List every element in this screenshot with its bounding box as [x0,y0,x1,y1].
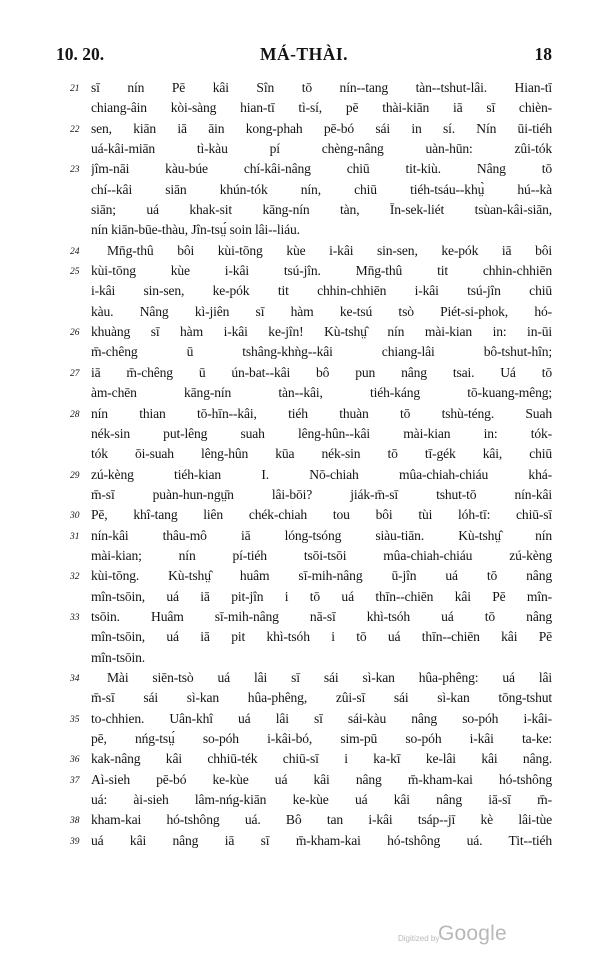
text-line [0,78,615,98]
text-line [0,424,615,444]
text-line [0,200,615,220]
line-text: mîn-tsōin, uá iā pit khì-tsóh i tō uá thīn--chiēn kâi Pē [91,629,552,645]
verse-number: 34 [70,673,80,684]
line-text: tók ōi-suah lêng-hûn kūa nék-sin tō tī-gék kâi, chiū [91,446,552,462]
text-line [0,607,615,627]
verse-number: 23 [70,165,80,176]
line-text: m̄-sī sái sì-kan hûa-phêng, zûi-sī sái sì-kan tōng-tshut [91,690,552,706]
text-line [0,404,615,424]
text-line [0,566,615,586]
text-line [0,790,615,810]
verse-number: 39 [70,836,80,847]
verse-number: 36 [70,755,80,766]
text-line [0,668,615,688]
line-text: tsōin. Huâm sī-mih-nâng nā-sī khì-tsóh uá tō nâng [91,608,552,624]
line-text: iā m̄-chêng ū ún-bat--kâi bô pun nâng tsai. Uá tō [91,364,552,380]
line-text: khuàng sī hàm i-kâi ke-jîn! Kù-tshṳ̂ nín mài-kian in: in-ūi [91,324,552,340]
line-text: i-kâi sin-sen, ke-pók tit chhin-chhiēn i-kâi tsú-jîn chiū [91,283,552,299]
verse-number: 29 [70,470,80,481]
line-text: Aì-sieh pē-bó ke-kùe uá kâi nâng m̄-kham-kai hó-tshông [91,771,552,787]
text-line [0,302,615,322]
text-line [0,505,615,525]
line-text: uá: ài-sieh lâm-nńg-kiān ke-kùe uá kâi nâng iā-sī m̄- [91,792,552,808]
verse-number: 35 [70,714,80,725]
line-text: sī nín Pē kâi Sîn tō nín--tang tàn--tshut-lâi. Hian-tī [91,80,552,95]
line-text: kùi-tōng kùe i-kâi tsú-jîn. Mn̄g-thû tit chhin-chhiēn [91,263,552,279]
text-line [0,485,615,505]
text-line [0,587,615,607]
text-line [0,465,615,485]
line-text: kùi-tōng. Kù-tshṳ̂ huâm sī-mih-nâng ū-jîn uá tō nâng [91,568,552,584]
verse-number: 22 [70,124,80,135]
text-line [0,688,615,708]
line-text: chiang-âin kòi-sàng hian-tī tì-sí, pē thài-kiān iā sī chièn- [91,100,552,116]
text-line [0,281,615,301]
verse-number: 28 [70,409,80,420]
verse-number: 33 [70,612,80,623]
digitized-by-google-watermark [398,922,558,952]
text-line [0,810,615,830]
line-text: zú-kèng tiéh-kian I. Nō-chiah mûa-chiah-chiáu khá- [91,466,552,482]
text-line [0,220,615,240]
verse-number: 37 [70,775,80,786]
line-text: to-chhien. Uân-khî uá lâi sī sái-kàu nâng so-póh i-kâi- [91,710,552,726]
line-text: kàu. Nâng kì-jiên sī hàm ke-tsú tsò Piét-si-phok, hó- [91,303,552,319]
body-text [0,78,615,851]
text-line [0,770,615,790]
text-line [0,261,615,281]
line-text: m̄-chêng ū tshâng-khǹg--kâi chiang-lâi bô-tshut-hîn; [91,344,552,360]
verse-number: 25 [70,267,80,278]
line-text: siān; uá khak-sit kāng-nín tàn, Īn-sek-liét tsùan-kâi-siān, [91,202,552,218]
line-text: pē, nńg-tsṳ́ so-póh i-kâi-bó, sim-pū so-póh i-kâi ta-ke: [91,731,552,746]
line-text: chí--kâi siān khún-tók nín, chiū tiéh-tsáu--khṳ̀ hú--kà [91,181,552,197]
line-text: Pē, khî-tang liên chék-chiah tou bôi tùi lóh-tī: chiū-sī [91,507,552,523]
text-line [0,627,615,647]
page-header [56,44,552,70]
text-line [0,241,615,261]
text-line [0,159,615,179]
line-text: sen, kiān iā āin kong-phah pē-bó sái in sí. Nín ūi-tiéh [91,120,552,136]
text-line [0,342,615,362]
line-text: mài-kian; nín pí-tiéh tsōi-tsōi mûa-chiah-chiáu zú-kèng [91,547,552,563]
line-text: nín kiān-būe-thàu, Jîn-tsṳ́ soin lâi--liáu. [91,222,300,238]
line-text: jîm-nāi kàu-búe chí-kâi-nâng chiū tit-kiù. Nâng tō [91,161,552,177]
line-text: Mn̄g-thû bôi kùi-tōng kùe i-kâi sin-sen, ke-pók iā bôi [107,242,552,258]
text-line [0,648,615,668]
verse-number: 26 [70,328,80,339]
line-text: mîn-tsōin, uá iā pit-jîn i tō uá thīn--chiēn kâi Pē mîn- [91,588,552,604]
text-line [0,831,615,851]
google-logo: Google [438,922,507,945]
text-line [0,363,615,383]
text-line [0,139,615,159]
line-text: nín thian tō-hīn--kâi, tiéh thuàn tō tshù-téng. Suah [91,405,552,421]
text-line [0,526,615,546]
line-text: kak-nâng kâi chhiū-ték chiū-sī i ka-kī ke-lâi kâi nâng. [91,751,552,767]
running-title: MÁ-THÀI. [259,44,349,64]
line-text: nín-kâi thâu-mô iā lóng-tsóng siàu-tiān. Kù-tshṳ̂ nín [91,527,552,543]
line-text: kham-kai hó-tshông uá. Bô tan i-kâi tsáp--jī kè lâi-tùe [91,812,552,828]
text-line [0,383,615,403]
text-line [0,98,615,118]
line-text: uá kâi nâng iā sī m̄-kham-kai hó-tshông uá. Tit--tiéh [91,832,552,848]
verse-number: 38 [70,816,80,827]
line-text: mîn-tsōin. [91,649,146,665]
verse-number: 30 [70,511,80,522]
verse-number: 27 [70,368,80,379]
text-line [0,749,615,769]
verse-number: 24 [70,246,80,257]
page-number: 18 [534,44,552,64]
text-line [0,444,615,464]
text-line [0,322,615,342]
verse-number: 21 [70,84,80,94]
chapter-verse-reference: 10. 20. [56,44,105,64]
text-line [0,729,615,749]
line-text: nék-sin put-lêng suah lêng-hûn--kâi mài-kian in: tók- [91,425,552,441]
line-text: Mài siēn-tsò uá lâi sī sái sì-kan hûa-phêng: uá lâi [107,669,552,685]
digitized-by-label: Digitized by [398,934,440,943]
text-line [0,119,615,139]
verse-number: 31 [70,531,80,542]
text-line [0,709,615,729]
line-text: àm-chēn kāng-nín tàn--kâi, tiéh-káng tō-kuang-mêng; [91,385,552,401]
verse-number: 32 [70,572,80,583]
line-text: uá-kâi-miān tì-kàu pí chèng-nâng uàn-hūn: zûi-tók [91,141,552,157]
line-text: m̄-sī puàn-hun-ngṳ̄n lâi-bōi? jiák-m̄-sī tshut-tō nín-kâi [91,486,552,502]
text-line [0,180,615,200]
text-line [0,546,615,566]
